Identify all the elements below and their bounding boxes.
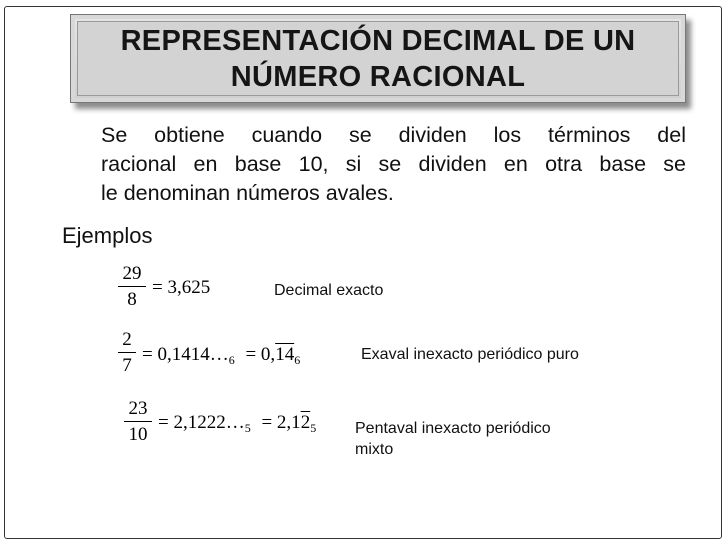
example-2-fraction: [118, 328, 136, 379]
example-2-label: Exaval inexacto periódico puro: [361, 346, 579, 363]
example-2-base-2: 6: [294, 353, 301, 367]
paragraph-line-3: le denominan números avales.: [101, 181, 394, 205]
example-1-label: Decimal exacto: [274, 282, 384, 299]
example-3-denominator: 10: [128, 424, 148, 445]
example-1-denominator: 8: [127, 289, 137, 310]
example-3-label: [355, 418, 551, 460]
example-2-result: [142, 344, 300, 366]
example-2-base: 6: [228, 353, 235, 367]
example-2-denominator: 7: [122, 355, 132, 376]
example-3-base-2: 5: [310, 421, 317, 435]
example-3-label-line-1: Pentaval inexacto periódico: [355, 420, 551, 437]
title-line-2: NÚMERO RACIONAL: [230, 60, 526, 93]
example-2-numerator: 2: [122, 329, 132, 350]
example-3-result: [158, 412, 316, 434]
example-3-period: 2: [300, 412, 311, 433]
slide-title: [121, 23, 636, 95]
title-box: [70, 14, 686, 103]
example-2-periodic-prefix: = 0,: [245, 344, 276, 365]
example-2-period: 14: [275, 344, 295, 365]
example-1-numerator: 29: [122, 263, 142, 284]
example-3-fraction: [124, 397, 152, 448]
example-3-base: 5: [244, 421, 251, 435]
example-3-numerator: 23: [128, 398, 148, 419]
paragraph-line-2: racional en base 10, si se dividen en otra base se: [101, 152, 686, 176]
title-line-1: REPRESENTACIÓN DECIMAL DE UN: [120, 24, 636, 57]
example-2-decimal: = 0,1414…: [142, 344, 229, 365]
example-3-periodic-prefix: = 2,1: [261, 412, 301, 433]
examples-heading: Ejemplos: [62, 223, 153, 248]
example-3-decimal: = 2,1222…: [158, 412, 245, 433]
definition-paragraph: [101, 121, 686, 208]
example-3-label-line-2: mixto: [355, 441, 394, 458]
paragraph-line-1: Se obtiene cuando se dividen los términos del: [101, 123, 686, 147]
example-1-fraction: [118, 262, 146, 313]
example-1-result: = 3,625: [152, 277, 211, 298]
